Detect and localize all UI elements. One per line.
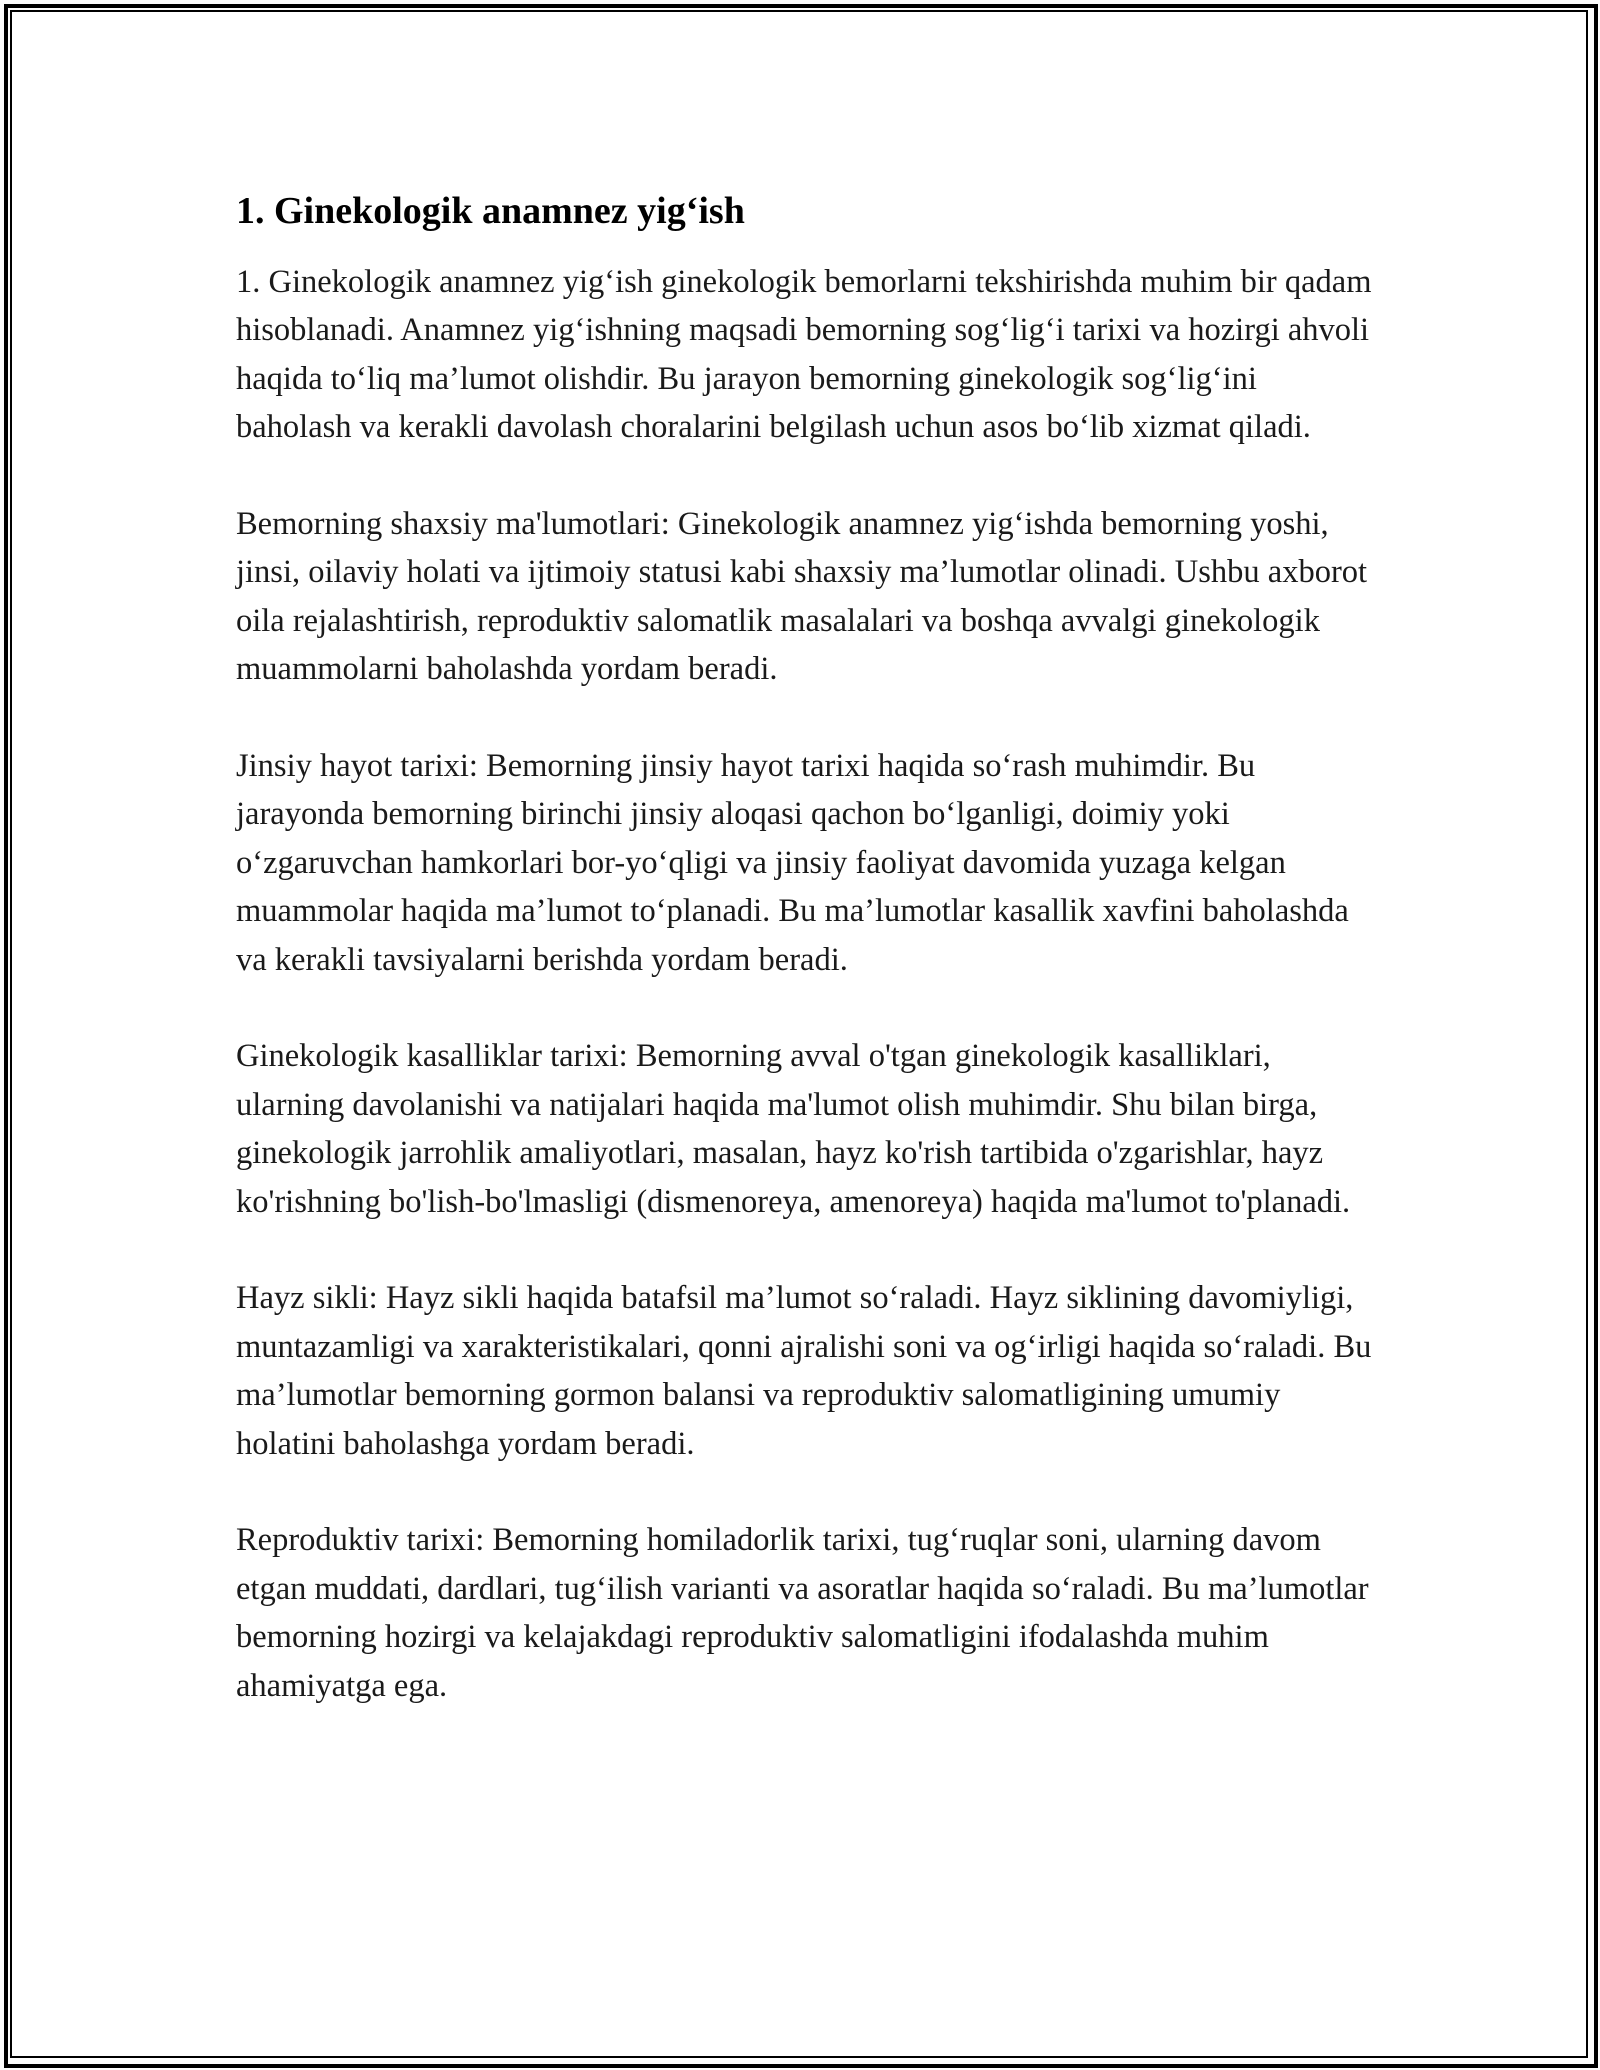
- document-body: [236, 186, 1376, 1759]
- paragraph-menstrual-cycle: Hayz sikli: Hayz sikli haqida batafsil ma’lumot so‘raladi. Hayz siklining davomiyligi, muntazamligi va xarakteristikalari, qonni ajralishi soni va og‘irligi haqida so‘raladi. Bu ma’lumotlar bemorning gormon balansi va reproduktiv salomatligining umumiy holatini baholashga yordam beradi.: [236, 1280, 1372, 1462]
- page-title: 1. Ginekologik anamnez yig‘ish: [236, 190, 745, 232]
- paragraph-sexual-history: Jinsiy hayot tarixi: Bemorning jinsiy hayot tarixi haqida so‘rash muhimdir. Bu jarayonda bemorning birinchi jinsiy aloqasi qachon bo‘lganligi, doimiy yoki o‘zgaruvchan hamkorlari bor-yo‘qligi va jinsiy faoliyat davomida yuzaga kelgan muammolar haqida ma’lumot to‘planadi. Bu ma’lumotlar kasallik xavfini baholashda va kerakli tavsiyalarni berishda yordam beradi.: [236, 748, 1349, 978]
- paragraph-personal-data: Bemorning shaxsiy ma'lumotlari: Ginekologik anamnez yig‘ishda bemorning yoshi, jinsi, oilaviy holati va ijtimoiy statusi kabi shaxsiy ma’lumotlar olinadi. Ushbu axborot oila rejalashtirish, reproduktiv salomatlik masalalari va boshqa avvalgi ginekologik muammolarni baholashda yordam beradi.: [236, 506, 1368, 688]
- paragraph-reproductive-history: Reproduktiv tarixi: Bemorning homiladorlik tarixi, tug‘ruqlar soni, ularning davom etgan muddati, dardlari, tug‘ilish varianti va asoratlar haqida so‘raladi. Bu ma’lumotlar bemorning hozirgi va kelajakdagi reproduktiv salomatligini ifodalashda muhim ahamiyatga ega.: [236, 1522, 1369, 1704]
- paragraph-intro: 1. Ginekologik anamnez yig‘ish ginekologik bemorlarni tekshirishda muhim bir qadam hisoblanadi. Anamnez yig‘ishning maqsadi bemorning sog‘lig‘i tarixi va hozirgi ahvoli haqida to‘liq ma’lumot olishdir. Bu jarayon bemorning ginekologik sog‘lig‘ini baholash va kerakli davolash choralarini belgilash uchun asos bo‘lib xizmat qiladi.: [236, 264, 1372, 446]
- paragraph-gynecological-diseases: Ginekologik kasalliklar tarixi: Bemorning avval o'tgan ginekologik kasalliklari, ularning davolanishi va natijalari haqida ma'lumot olish muhimdir. Shu bilan birga, ginekologik jarrohlik amaliyotlari, masalan, hayz ko'rish tartibida o'zgarishlar, hayz ko'rishning bo'lish-bo'lmasligi (dismenoreya, amenoreya) haqida ma'lumot to'planadi.: [236, 1038, 1351, 1220]
